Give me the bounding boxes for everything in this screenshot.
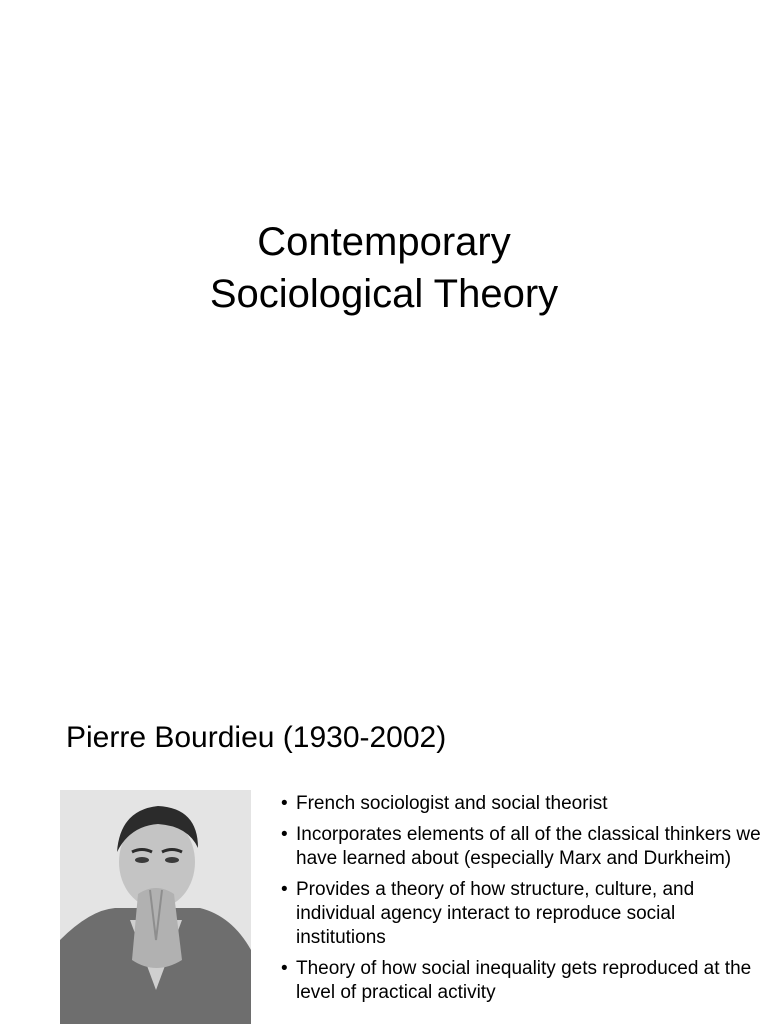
bullet-text-2: Incorporates elements of all of the classical thinkers we have learned about (especially Marx and Durkheim) [296, 824, 761, 869]
bullet-item-2 [281, 823, 761, 871]
bullet-marker: • [281, 824, 288, 845]
portrait-photo [60, 790, 251, 1024]
bullet-item-1 [281, 792, 761, 816]
bullet-marker: • [281, 958, 288, 979]
portrait-illustration [60, 790, 251, 1024]
bullet-text-3: Provides a theory of how structure, culture, and individual agency interact to reproduce social institutions [296, 879, 695, 948]
bullet-text-1: French sociologist and social theorist [296, 793, 608, 814]
bullet-list [281, 792, 761, 1012]
bullet-text-4: Theory of how social inequality gets reproduced at the level of practical activity [296, 958, 752, 1003]
bullet-marker: • [281, 879, 288, 900]
slide-heading: Pierre Bourdieu (1930-2002) [66, 721, 447, 754]
bullet-item-3 [281, 878, 761, 950]
bullet-item-4 [281, 957, 761, 1005]
bullet-marker: • [281, 793, 288, 814]
slide-title-line-2: Sociological Theory [209, 272, 559, 316]
content-slide [0, 692, 768, 1024]
slide-title [0, 216, 768, 320]
slide-title-line-1: Contemporary [257, 220, 511, 264]
